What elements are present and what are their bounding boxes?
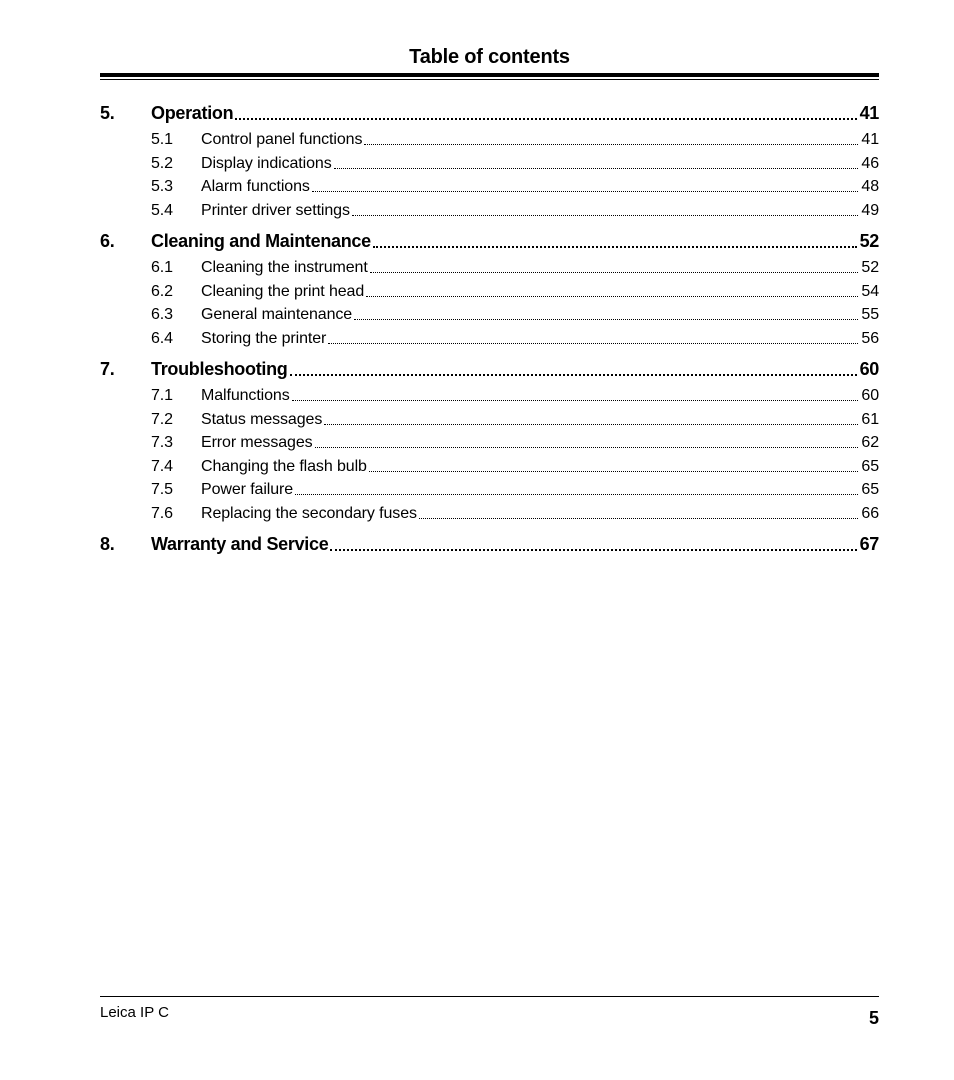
table-of-contents [100,100,879,557]
dot-leader [419,502,858,526]
footer-page-number: 5 [868,1008,879,1028]
dot-leader [366,280,858,304]
chapter-title: Warranty and Service [151,534,329,554]
section-number: 7.1 [151,387,173,404]
page-number: 52 [859,231,879,251]
section-number: 6.4 [151,329,173,347]
toc-entry-section[interactable] [100,280,879,304]
section-title: Malfunctions [201,387,290,404]
toc-entry-chapter[interactable] [100,100,879,126]
toc-entry-section[interactable] [100,431,879,455]
chapter-number: 6. [100,231,115,251]
section-number: 5.1 [151,131,173,148]
dot-leader [330,531,856,557]
dot-leader [235,100,856,126]
toc-entry-section[interactable] [100,128,879,152]
toc-entry-section[interactable] [100,175,879,199]
section-title: Control panel functions [201,131,363,148]
footer-product-name: Leica IP C [100,1004,169,1021]
toc-entry-section[interactable] [100,478,879,502]
toc-chapter-7 [100,356,879,525]
toc-chapter-8 [100,531,879,557]
page-number: 46 [861,154,879,172]
toc-entry-section[interactable] [100,502,879,526]
section-list [100,128,879,222]
section-title: Cleaning the print head [201,282,365,300]
dot-leader [369,455,859,479]
section-number: 6.1 [151,259,173,276]
toc-entry-section[interactable] [100,303,879,327]
section-number: 7.2 [151,410,173,428]
dot-leader [373,228,857,254]
chapter-number: 7. [100,359,115,379]
dot-leader [354,303,858,327]
section-number: 5.4 [151,201,173,219]
section-number: 7.5 [151,481,173,498]
dot-leader [292,384,859,408]
page-number: 41 [859,103,879,123]
page-number: 67 [859,534,879,554]
toc-entry-section[interactable] [100,327,879,351]
page-number: 65 [861,457,879,475]
section-number: 5.3 [151,178,173,195]
chapter-title: Operation [151,103,234,123]
page-number: 54 [861,282,879,300]
toc-entry-section[interactable] [100,408,879,432]
toc-entry-section[interactable] [100,152,879,176]
toc-entry-section[interactable] [100,256,879,280]
page-number: 66 [861,504,879,522]
page-number: 49 [861,201,879,219]
section-number: 5.2 [151,154,173,172]
page-number: 65 [861,481,879,498]
title-rule-thin [100,79,879,80]
section-title: Error messages [201,434,313,451]
section-title: Storing the printer [201,329,327,347]
toc-entry-chapter[interactable] [100,356,879,382]
section-title: Replacing the secondary fuses [201,504,417,522]
section-list [100,384,879,525]
chapter-title: Troubleshooting [151,359,288,379]
dot-leader [312,175,859,199]
toc-entry-chapter[interactable] [100,531,879,557]
page-number: 56 [861,329,879,347]
chapter-number: 5. [100,103,115,123]
dot-leader [352,199,859,223]
dot-leader [364,128,858,152]
page-number: 41 [861,131,879,148]
section-number: 6.3 [151,306,173,323]
toc-entry-section[interactable] [100,455,879,479]
page-number: 52 [861,259,879,276]
dot-leader [295,478,858,502]
toc-chapter-6 [100,228,879,350]
toc-chapter-5 [100,100,879,222]
dot-leader [324,408,858,432]
section-title: Power failure [201,481,294,498]
section-number: 7.4 [151,457,173,475]
page-title: Table of contents [409,46,570,68]
footer-rule [100,996,879,997]
page-number: 48 [861,178,879,195]
section-title: Cleaning the instrument [201,259,368,276]
section-number: 7.3 [151,434,173,451]
section-list [100,256,879,350]
chapter-number: 8. [100,534,115,554]
section-title: Status messages [201,410,323,428]
page-number: 60 [861,387,879,404]
section-title: Printer driver settings [201,201,350,219]
section-title: Changing the flash bulb [201,457,367,475]
section-title: Display indications [201,154,332,172]
section-number: 6.2 [151,282,173,300]
dot-leader [334,152,859,176]
chapter-title: Cleaning and Maintenance [151,231,371,251]
page-number: 55 [861,306,879,323]
page-number: 61 [861,410,879,428]
dot-leader [290,356,857,382]
dot-leader [370,256,859,280]
section-number: 7.6 [151,504,173,522]
section-title: General maintenance [201,306,353,323]
dot-leader [315,431,859,455]
toc-entry-section[interactable] [100,199,879,223]
toc-entry-chapter[interactable] [100,228,879,254]
title-rule-thick [100,73,879,77]
page-number: 62 [861,434,879,451]
dot-leader [328,327,858,351]
toc-entry-section[interactable] [100,384,879,408]
page-number: 60 [859,359,879,379]
section-title: Alarm functions [201,178,310,195]
